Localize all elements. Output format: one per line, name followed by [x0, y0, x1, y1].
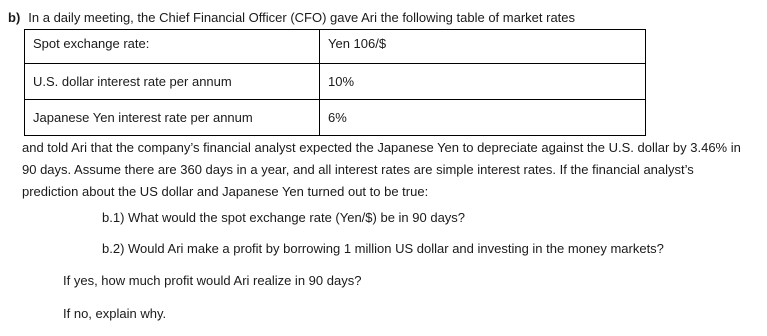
- question-intro: [8, 10, 575, 25]
- question-yes-followup: If yes, how much profit would Ari realize in 90 days?: [63, 273, 362, 288]
- question-no-followup: If no, explain why.: [63, 306, 167, 321]
- rate-name: U.S. dollar interest rate per annum: [25, 64, 320, 100]
- question-b1: b.1) What would the spot exchange rate (Yen/$) be in 90 days?: [102, 210, 466, 225]
- rate-name: Japanese Yen interest rate per annum: [25, 100, 320, 136]
- question-b2: b.2) Would Ari make a profit by borrowing 1 million US dollar and investing in the money markets?: [102, 241, 664, 256]
- rate-value: 10%: [320, 64, 646, 100]
- rate-name: Spot exchange rate:: [25, 30, 320, 64]
- table-row: [25, 100, 646, 136]
- rate-value: Yen 106/$: [320, 30, 646, 64]
- question-label: b): [8, 10, 21, 25]
- market-rates-table: [24, 29, 646, 136]
- intro-text: In a daily meeting, the Chief Financial Officer (CFO) gave Ari the following table of market rates: [28, 10, 576, 25]
- table-row: [25, 64, 646, 100]
- table-row: [25, 30, 646, 64]
- scenario-paragraph: and told Ari that the company’s financial analyst expected the Japanese Yen to depreciate against the U.S. dollar by 3.46% in 90 days. Assume there are 360 days in a year, and all interest rates are simple interest rates. If the financial analyst’s prediction about the US dollar and Japanese Yen turned out to be true:: [22, 140, 741, 199]
- rate-value: 6%: [320, 100, 646, 136]
